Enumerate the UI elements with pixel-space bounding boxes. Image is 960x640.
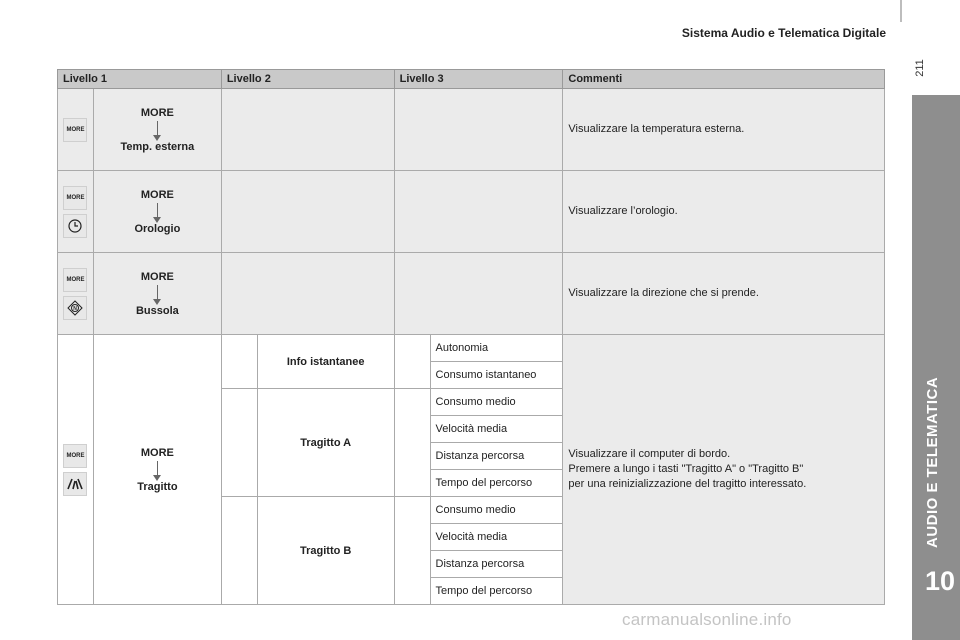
table-row [58, 171, 885, 253]
comment-cell: Visualizzare la direzione che si prende. [563, 253, 885, 335]
icon-cell [58, 253, 94, 335]
table-row [58, 253, 885, 335]
page-title: Sistema Audio e Telematica Digitale [681, 26, 886, 40]
empty-cell [394, 335, 430, 389]
menu-table [57, 69, 885, 605]
level3-item: Consumo medio [430, 389, 563, 416]
level2-label: Tragitto A [257, 389, 394, 497]
level1-cell [93, 89, 221, 171]
empty-cell [221, 389, 257, 497]
chapter-label: AUDIO E TELEMATICA [924, 376, 941, 548]
level1-target: Orologio [134, 222, 181, 235]
empty-cell [394, 389, 430, 497]
column-header: Commenti [563, 70, 885, 89]
icon-cell [58, 335, 94, 605]
header-divider [900, 0, 902, 22]
level2-label: Tragitto B [257, 497, 394, 605]
empty-cell [221, 89, 394, 171]
level3-item: Autonomia [430, 335, 563, 362]
comment-line: Premere a lungo i tasti "Tragitto A" o "Tragitto B" [568, 463, 804, 475]
level1-target: Tragitto [137, 480, 178, 493]
level3-item: Consumo medio [430, 497, 563, 524]
table-row [58, 335, 885, 362]
column-header: Livello 2 [221, 70, 394, 89]
level3-item: Distanza percorsa [430, 551, 563, 578]
arrow-down-icon [157, 203, 158, 217]
empty-cell [221, 497, 257, 605]
arrow-down-icon [157, 121, 158, 135]
page-number: 211 [914, 59, 926, 77]
level1-cell [93, 171, 221, 253]
level3-item: Consumo istantaneo [430, 362, 563, 389]
comment-line: Visualizzare il computer di bordo. [568, 448, 731, 460]
more-icon: MORE [63, 268, 87, 292]
clock-icon [63, 214, 87, 238]
compass-icon [63, 296, 87, 320]
more-label: MORE [140, 270, 174, 283]
level1-cell [93, 335, 221, 605]
more-label: MORE [140, 188, 174, 201]
column-header: Livello 1 [58, 70, 222, 89]
watermark: carmanualsonline.info [622, 610, 792, 629]
more-label: MORE [140, 106, 174, 119]
icon-cell [58, 171, 94, 253]
arrow-down-icon [157, 461, 158, 475]
column-header: Livello 3 [394, 70, 563, 89]
level3-item: Tempo del percorso [430, 470, 563, 497]
trip-road-icon [63, 472, 87, 496]
arrow-down-icon [157, 285, 158, 299]
level3-item: Velocità media [430, 416, 563, 443]
table-row [58, 89, 885, 171]
more-icon: MORE [63, 186, 87, 210]
empty-cell [394, 89, 563, 171]
empty-cell [221, 335, 257, 389]
level3-item: Tempo del percorso [430, 578, 563, 605]
empty-cell [394, 253, 563, 335]
level3-item: Distanza percorsa [430, 443, 563, 470]
icon-cell [58, 89, 94, 171]
more-icon: MORE [63, 118, 87, 142]
level2-label: Info istantanee [257, 335, 394, 389]
more-icon: MORE [63, 444, 87, 468]
comment-line: per una reinizializzazione del tragitto interessato. [568, 478, 807, 490]
empty-cell [394, 171, 563, 253]
comment-cell: Visualizzare l’orologio. [563, 171, 885, 253]
more-label: MORE [140, 446, 174, 459]
empty-cell [221, 171, 394, 253]
comment-cell [563, 335, 885, 605]
level1-target: Temp. esterna [120, 140, 195, 153]
comment-cell: Visualizzare la temperatura esterna. [563, 89, 885, 171]
chapter-number: 10 [924, 566, 956, 596]
svg-text:N: N [73, 305, 78, 312]
empty-cell [221, 253, 394, 335]
empty-cell [394, 497, 430, 605]
level1-target: Bussola [135, 304, 179, 317]
level3-item: Velocità media [430, 524, 563, 551]
level1-cell [93, 253, 221, 335]
table-header-row [58, 70, 885, 89]
